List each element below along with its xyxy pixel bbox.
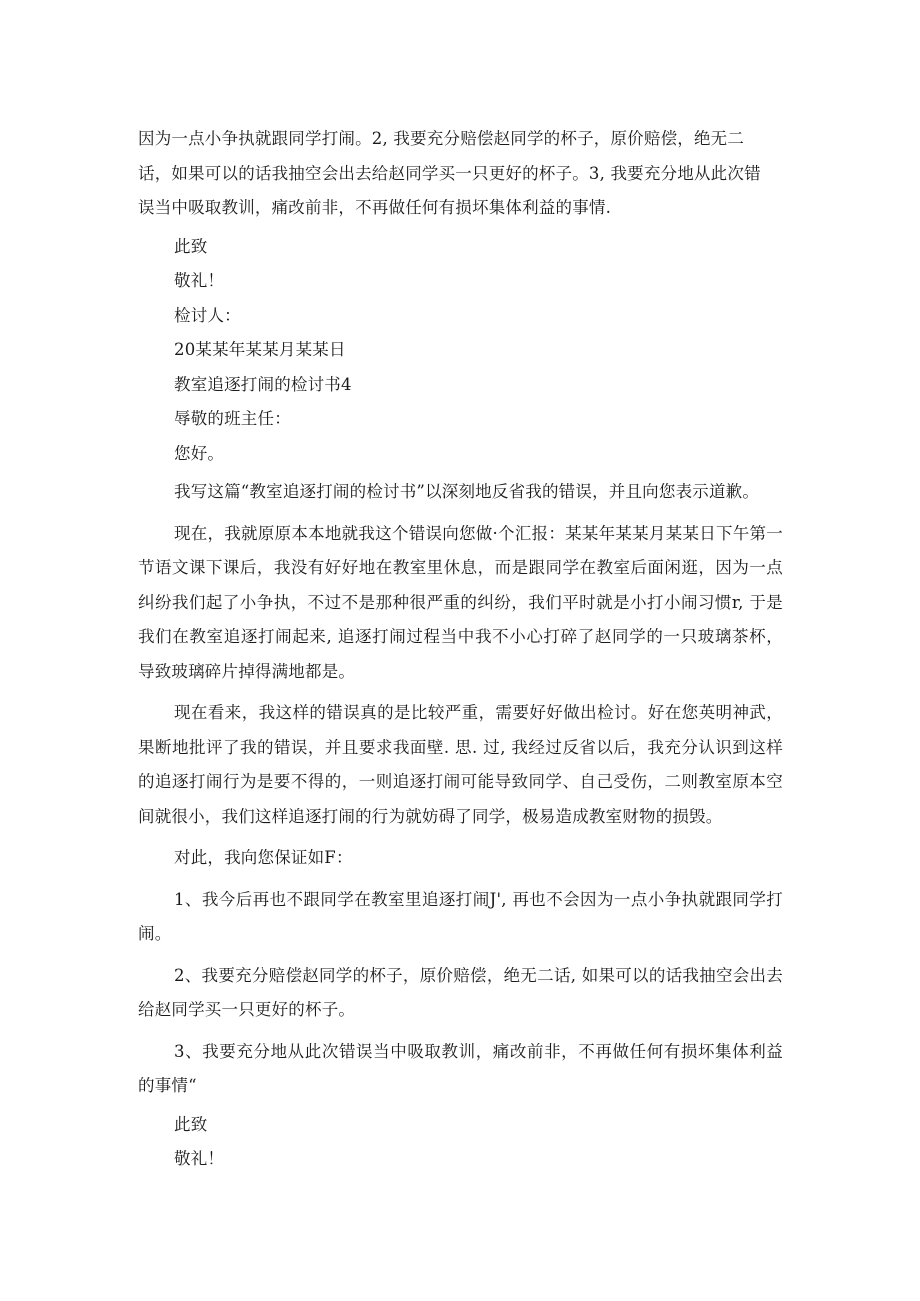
hello-line: 您好。 (174, 443, 225, 463)
body-paragraph: 现在，我就原原本本地就我这个错误向您做·个汇报：某某年某某月某某日下午第一节语文课下课后，我没有好好地在教室里休息，而是跟同学在教室后面闲逛，因为一点纠纷我们起了小争执，不过不是那种很严重的纠纷，我们平时就是小打小闹习惯r, 于是我们在教室追逐打闹起来, 追逐打闹过程当中我不小心打碎了赵同学的一只玻璃茶杯，导致玻璃碎片掉得满地都是。 (138, 523, 783, 681)
date-line: 20某某年某某月某某日 (174, 340, 346, 359)
text-line: 因为一点小争执就跟同学打闹。2, 我要充分赔偿赵同学的杯子，原价赔偿，绝无二 (138, 129, 745, 148)
closing-line: 此致 (174, 1114, 208, 1134)
document-page (138, 122, 783, 1177)
body-paragraph: 我写这篇“教室追逐打闹的检讨书”以深刻地反省我的错误，并且向您表示道歉。 (174, 482, 760, 501)
text-line: 误当中吸取教训，痛改前非，不再做任何有损坏集体利益的事情. (138, 198, 612, 217)
list-item: 1、我今后再也不跟同学在教室里追逐打闹J', 再也不会因为一点小争执就跟同学打闹。 (138, 889, 783, 943)
salutation-line: 敬礼！ (174, 1149, 225, 1168)
author-label: 检讨人： (174, 305, 241, 325)
list-item: 3、我要充分地从此次错误当中吸取教训，痛改前非，不再做任何有损坏集体利益的事情“ (138, 1041, 783, 1095)
greeting-line: 辱敬的班主任： (174, 409, 291, 428)
text-line: 话，如果可以的话我抽空会出去给赵同学买一只更好的杯子。3, 我要充分地从此次错 (138, 163, 761, 183)
body-paragraph: 对此，我向您保证如F： (174, 848, 353, 867)
list-item: 2、我要充分赔偿赵同学的杯子，原价赔偿，绝无二话, 如果可以的话我抽空会出去给赵同学买一只更好的杯子。 (138, 965, 783, 1019)
section-title: 教室追逐打闹的检讨书4 (174, 374, 352, 394)
salutation-line: 敬礼！ (174, 271, 225, 290)
closing-line: 此致 (174, 236, 208, 256)
body-paragraph: 现在看来，我这样的错误真的是比较严重，需要好好做出检讨。好在您英明神武，果断地批评了我的错误，并且要求我面壁. 思. 过, 我经过反省以后，我充分认识到这样的追逐打闹行为是要不得的，一则追逐打闹可能导致同学、自己受伤，二则教室原本空间就很小，我们这样追逐打闹的行为就妨碍了同学，极易造成教室财物的损毁。 (138, 703, 783, 826)
